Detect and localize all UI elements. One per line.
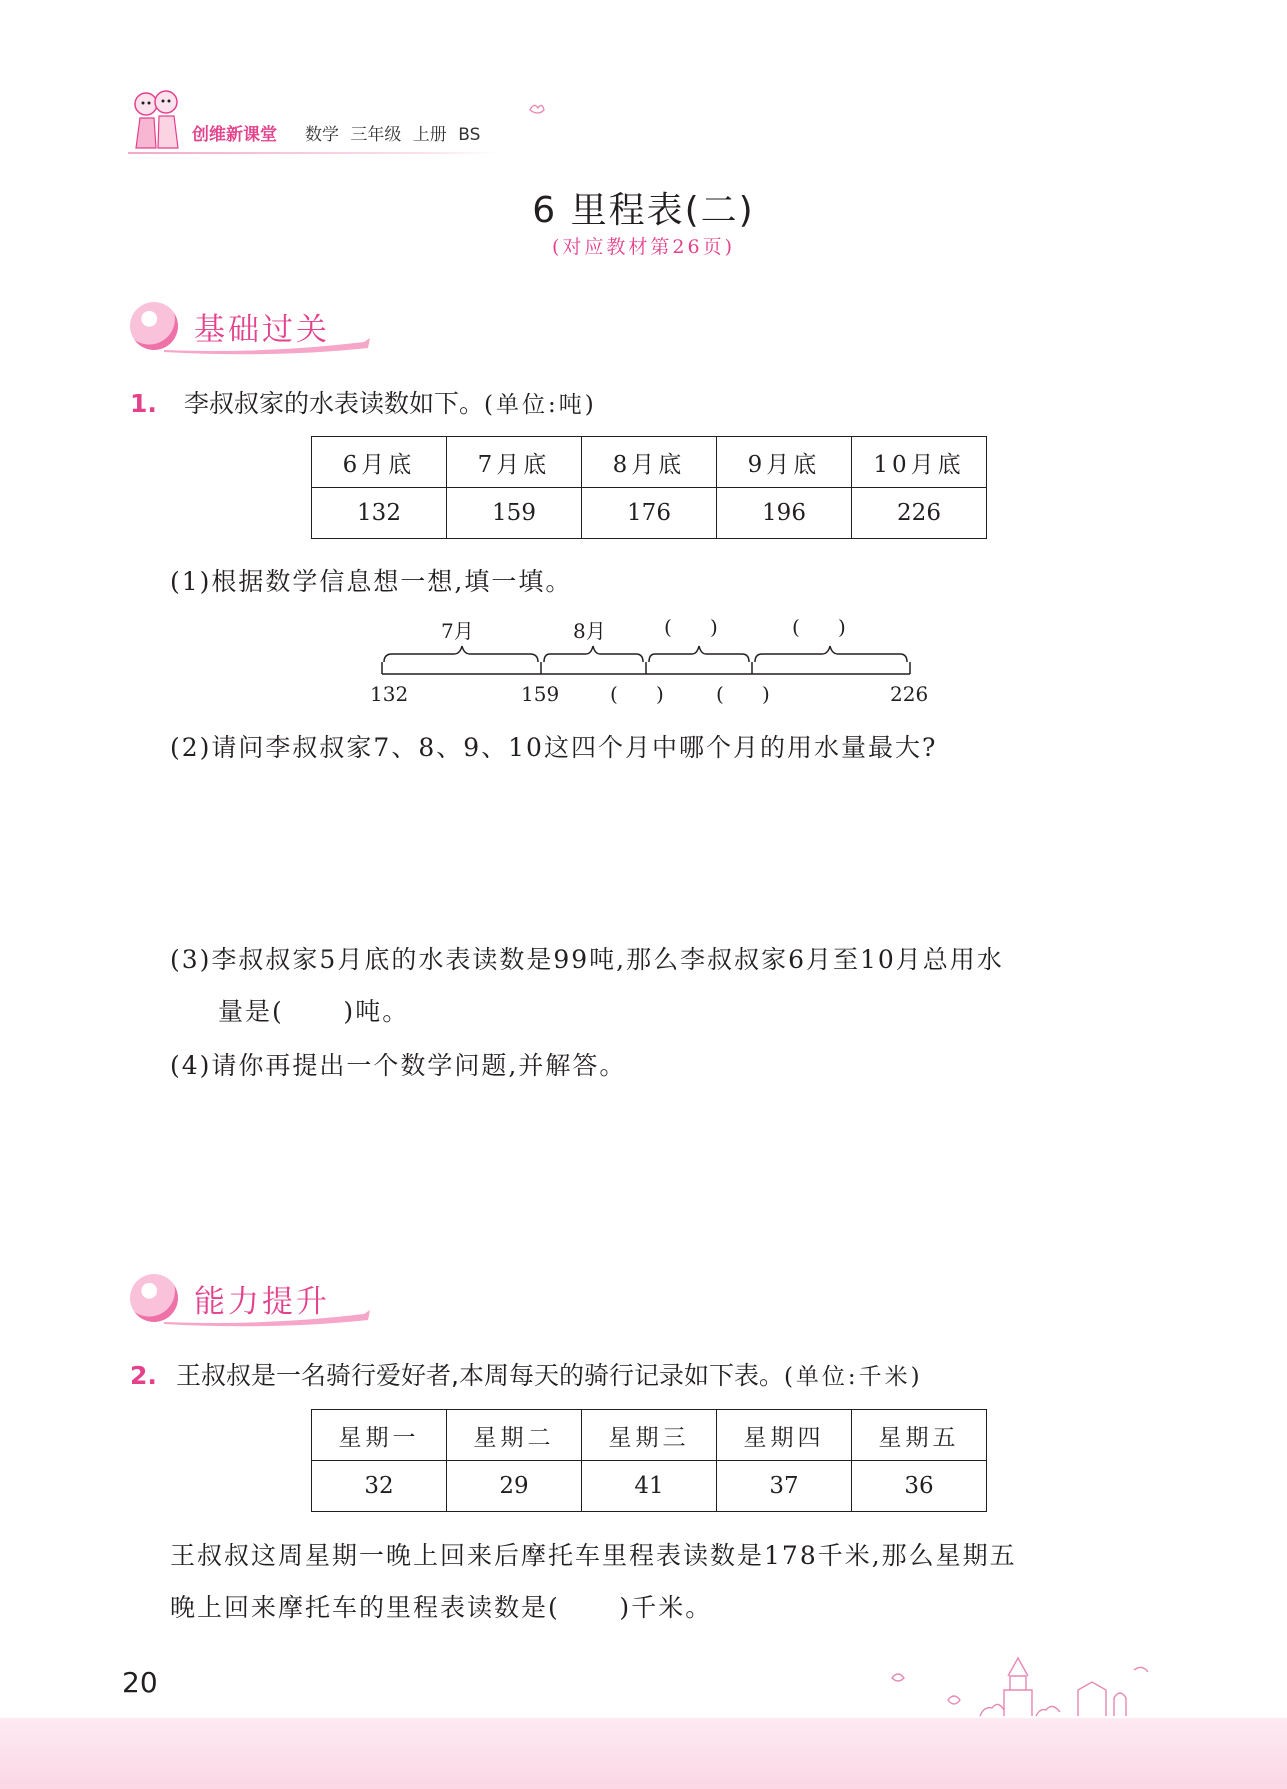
question-text: 王叔叔是一名骑行爱好者,本周每天的骑行记录如下表。: [176, 1361, 784, 1390]
q2-paragraph-cont: 晚上回来摩托车的里程表读数是( )千米。: [170, 1593, 713, 1622]
textbook-reference: (对应教材第26页): [551, 236, 735, 258]
table-header-cell: 星期一: [312, 1410, 447, 1461]
header-divider: [128, 152, 498, 154]
question-number: 2.: [130, 1361, 157, 1390]
question-unit: (单位:吨): [484, 392, 597, 418]
table-header-cell: 10月底: [852, 437, 987, 488]
brace-blank[interactable]: ( ): [664, 615, 718, 639]
table-cell: 132: [312, 488, 447, 539]
number-line-braces: [378, 642, 914, 678]
kids-logo-icon: [128, 88, 184, 154]
number-line-value: 132: [370, 682, 409, 706]
number-line-value: 159: [521, 682, 560, 706]
q1-part-3: (3)李叔叔家5月底的水表读数是99吨,那么李叔叔家6月至10月总用水: [170, 945, 1004, 974]
number-line-value: 226: [890, 682, 929, 706]
table-header-cell: 8月底: [582, 437, 717, 488]
table-header-cell: 星期四: [717, 1410, 852, 1461]
table-header-cell: 9月底: [717, 437, 852, 488]
table-cell: 29: [447, 1461, 582, 1512]
q1-part-4: (4)请你再提出一个数学问题,并解答。: [170, 1051, 627, 1080]
q1-part-3-cont: 量是( )吨。: [218, 997, 410, 1026]
water-meter-table: [311, 436, 987, 539]
table-header-cell: 星期二: [447, 1410, 582, 1461]
page-title: 6 里程表(二): [532, 190, 755, 231]
section-title-advance: 能力提升: [194, 1284, 330, 1320]
table-cell: 226: [852, 488, 987, 539]
table-header-cell: 6月底: [312, 437, 447, 488]
cycling-record-table: [311, 1409, 987, 1512]
table-cell: 37: [717, 1461, 852, 1512]
castle-doodle-icon: [880, 1650, 1180, 1722]
brace-blank[interactable]: ( ): [792, 615, 846, 639]
question-number: 1.: [130, 389, 157, 418]
question-text: 李叔叔家的水表读数如下。: [184, 389, 485, 418]
footer-band: [0, 1718, 1287, 1789]
flower-doodle-icon: [526, 98, 548, 120]
table-cell: 159: [447, 488, 582, 539]
q1-part-2: (2)请问李叔叔家7、8、9、10这四个月中哪个月的用水量最大?: [170, 733, 938, 762]
table-cell: 36: [852, 1461, 987, 1512]
brace-label: 8月: [573, 619, 606, 643]
table-cell: 32: [312, 1461, 447, 1512]
table-cell: 196: [717, 488, 852, 539]
brace-label: 7月: [441, 619, 474, 643]
number-line-blank[interactable]: ( ): [716, 682, 770, 706]
section-banner-basic: [128, 296, 373, 356]
q2-paragraph: 王叔叔这周星期一晚上回来后摩托车里程表读数是178千米,那么星期五: [170, 1541, 1017, 1570]
section-banner-advance: [128, 1268, 373, 1328]
table-cell: 41: [582, 1461, 717, 1512]
section-title-basic: 基础过关: [194, 312, 330, 348]
table-header-cell: 星期五: [852, 1410, 987, 1461]
table-cell: 176: [582, 488, 717, 539]
table-header-cell: 星期三: [582, 1410, 717, 1461]
table-header-cell: 7月底: [447, 437, 582, 488]
question-1: [130, 384, 597, 420]
question-2: [130, 1356, 923, 1392]
question-unit: (单位:千米): [783, 1364, 923, 1390]
book-info: 数学 三年级 上册 BS: [305, 125, 481, 145]
number-line-blank[interactable]: ( ): [610, 682, 664, 706]
q1-part-1: (1)根据数学信息想一想,填一填。: [170, 567, 573, 596]
brand-name: 创维新课堂: [192, 125, 277, 145]
page-number: 20: [122, 1666, 158, 1699]
